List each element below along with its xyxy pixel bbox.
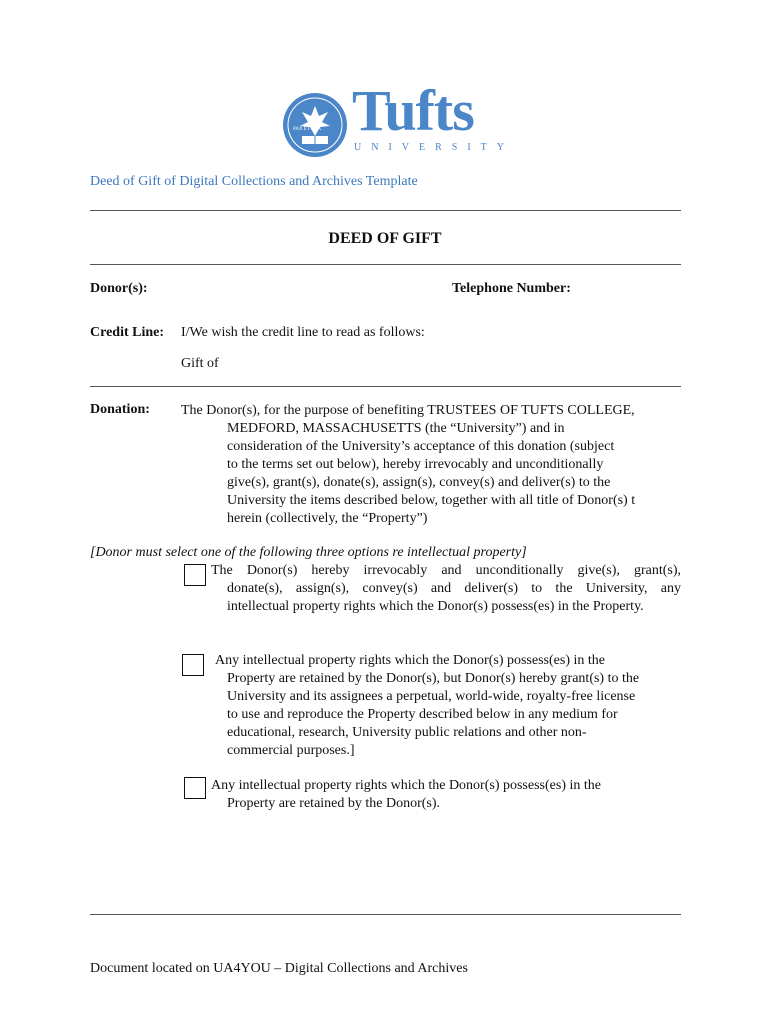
donation-line: consideration of the University’s acceptance of this donation (subject [227,439,615,454]
option-1-text [211,562,681,616]
donation-line: The Donor(s), for the purpose of benefiting TRUSTEES OF TUFTS COLLEGE, [181,403,635,418]
option-line: Any intellectual property rights which the Donor(s) possess(es) in the [215,653,605,668]
divider [90,386,681,387]
credit-line-text: I/We wish the credit line to read as follows: [181,325,425,340]
option-line: The Donor(s) hereby irrevocably and unconditionally give(s), grant(s), [211,563,681,578]
option-line: educational, research, University public relations and other non- [227,725,587,740]
template-title: Deed of Gift of Digital Collections and Archives Template [90,174,418,189]
option-3-text [211,777,681,813]
gift-of-text: Gift of [181,356,219,371]
donation-label: Donation: [90,402,150,417]
logo-wordmark: Tufts [352,78,474,143]
donation-paragraph [181,402,681,528]
options-instruction: [Donor must select one of the following three options re intellectual property] [90,545,527,560]
donor-label: Donor(s): [90,281,148,296]
option-line: commercial purposes.] [227,743,355,758]
option-line: Any intellectual property rights which the Donor(s) possess(es) in the [211,778,601,793]
option-line: donate(s), assign(s), convey(s) and deliver(s) to the University, any [227,581,681,596]
option-line: Property are retained by the Donor(s). [227,796,441,811]
footer-text: Document located on UA4YOU – Digital Collections and Archives [90,961,468,976]
option-1-checkbox[interactable] [184,564,206,586]
option-2-checkbox[interactable] [182,654,204,676]
seal-text: PAX ET LUX [293,127,322,132]
seal-icon [282,92,348,158]
divider [90,210,681,211]
logo-subtext: UNIVERSITY [354,142,514,153]
donation-line: MEDFORD, MASSACHUSETTS (the “University”) and in [227,421,565,436]
credit-line-label: Credit Line: [90,325,165,340]
option-line: intellectual property rights which the Donor(s) possess(es) in the Property. [227,599,644,614]
page-title: DEED OF GIFT [328,230,442,247]
donation-line: herein (collectively, the “Property”) [227,511,428,526]
donation-line: to the terms set out below), hereby irrevocably and unconditionally [227,457,604,472]
telephone-label: Telephone Number: [452,281,571,296]
donation-line: University the items described below, together with all title of Donor(s) t [227,493,636,508]
tufts-logo [282,78,514,160]
option-3-checkbox[interactable] [184,777,206,799]
option-line: Property are retained by the Donor(s), but Donor(s) hereby grant(s) to the [227,671,640,686]
divider [90,914,681,915]
option-line: to use and reproduce the Property described below in any medium for [227,707,618,722]
option-line: University and its assignees a perpetual, world-wide, royalty-free license [227,689,636,704]
donation-line: give(s), grant(s), donate(s), assign(s), convey(s) and deliver(s) to the [227,475,611,490]
divider [90,264,681,265]
option-2-text [215,652,681,760]
